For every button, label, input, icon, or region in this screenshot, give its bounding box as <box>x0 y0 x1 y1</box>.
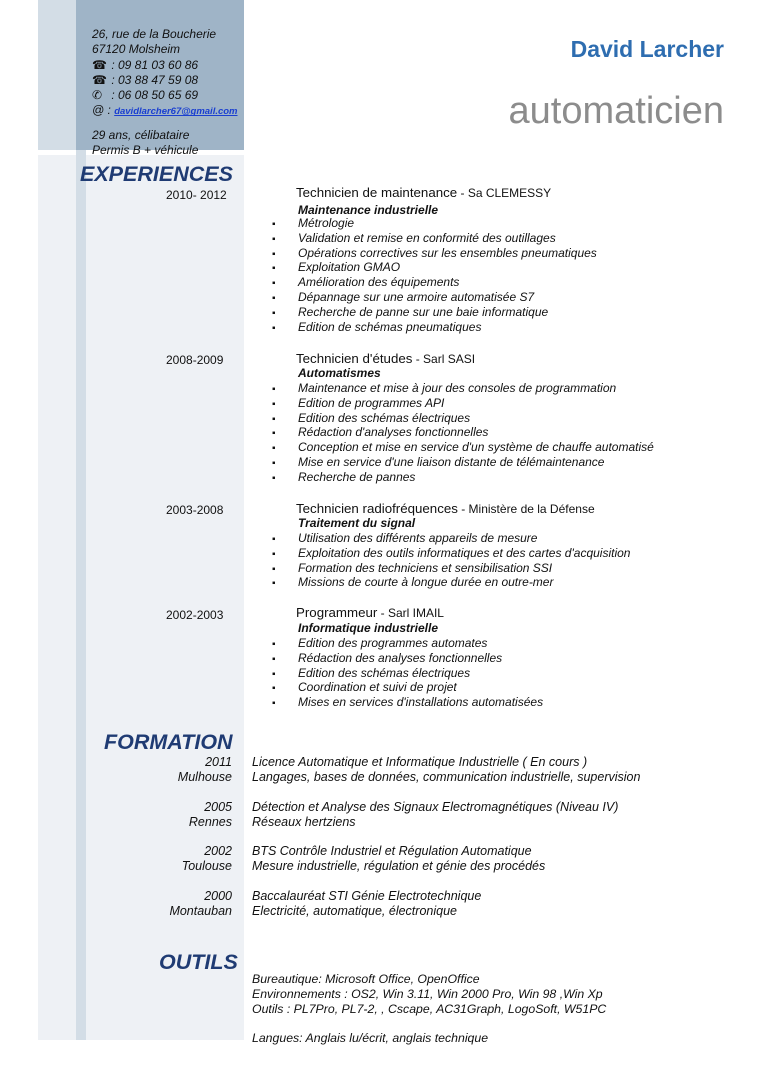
formation-detail: Langages, bases de données, communication industrielle, supervision <box>252 770 641 784</box>
experience-subtitle: Traitement du signal <box>298 516 416 530</box>
experience-task-list <box>272 636 543 710</box>
experience-task-text: Edition de schémas pneumatiques <box>298 319 482 334</box>
spacer <box>92 120 238 128</box>
experience-title: Technicien d'études - Sarl SASI <box>296 351 476 366</box>
mobile-line: ✆ : 06 08 50 65 69 <box>92 88 199 103</box>
experience-task-text: Amélioration des équipements <box>298 275 460 290</box>
address-line-1: 26, rue de la Boucherie <box>92 27 217 41</box>
experience-task-item <box>272 411 654 426</box>
formation-detail: Réseaux hertziens <box>252 815 356 829</box>
formation-year: 2005 <box>204 800 232 814</box>
experience-company: - Sa CLEMESSY <box>457 186 552 200</box>
experience-date: 2010- 2012 <box>166 188 227 202</box>
experience-task-text: Conception et mise en service d'un système de chauffe automatisé <box>298 440 654 455</box>
experience-task-list <box>272 531 630 590</box>
email-line: @ : davidlarcher67@gmail.com <box>92 103 238 118</box>
experience-date: 2008-2009 <box>166 353 224 367</box>
experience-subtitle: Informatique industrielle <box>298 621 439 635</box>
bullet-icon: ▪ <box>272 534 276 545</box>
bullet-icon: ▪ <box>272 428 276 440</box>
bullet-icon: ▪ <box>272 248 276 260</box>
experience-task-list <box>272 216 597 334</box>
experience-task-item <box>272 695 543 710</box>
formation-city: Montauban <box>169 904 232 918</box>
experience-title: Technicien radiofréquences - Ministère de la Défense <box>296 501 595 516</box>
experience-task-item <box>272 396 654 411</box>
bullet-icon: ▪ <box>272 457 276 469</box>
experience-task-text: Opérations correctives sur les ensembles pneumatiques <box>298 245 597 260</box>
experience-task-item <box>272 636 543 651</box>
formation-degree: Licence Automatique et Informatique Industrielle ( En cours ) <box>252 755 588 769</box>
experience-task-item <box>272 320 597 335</box>
experience-task-text: Exploitation GMAO <box>298 260 401 275</box>
experience-task-item <box>272 216 597 231</box>
bullet-icon: ▪ <box>272 307 276 319</box>
bullet-icon: ▪ <box>272 563 276 575</box>
experience-task-text: Formation des techniciens et sensibilisation SSI <box>298 560 553 575</box>
tools-bureautique: Bureautique: Microsoft Office, OpenOffice <box>252 972 480 986</box>
experience-task-text: Exploitation des outils informatiques et des cartes d'acquisition <box>298 545 631 560</box>
experience-task-text: Edition des schémas électriques <box>298 410 471 425</box>
bullet-icon: ▪ <box>272 548 276 560</box>
experience-task-text: Rédaction des analyses fonctionnelles <box>298 650 503 665</box>
experience-company: - Sarl SASI <box>412 352 476 366</box>
experience-company: - Sarl IMAIL <box>377 606 444 620</box>
experience-task-text: Edition des programmes automates <box>298 636 488 650</box>
formation-city: Mulhouse <box>177 770 232 784</box>
email-link[interactable]: davidlarcher67@gmail.com <box>114 106 238 118</box>
bullet-icon: ▪ <box>272 384 276 395</box>
experience-task-text: Recherche de panne sur une baie informatique <box>298 304 549 319</box>
bullet-icon: ▪ <box>272 443 276 455</box>
experience-task-item <box>272 575 630 590</box>
tools-software: Outils : PL7Pro, PL7-2, , Cscape, AC31Graph, LogoSoft, W51PC <box>252 1002 607 1016</box>
experience-task-item <box>272 440 654 455</box>
formation-degree: Baccalauréat STI Génie Electrotechnique <box>252 889 482 903</box>
experience-task-item <box>272 680 543 695</box>
formation-city: Toulouse <box>181 859 232 873</box>
bullet-icon: ▪ <box>272 398 276 410</box>
experience-task-text: Validation et remise en conformité des outillages <box>298 230 556 245</box>
bullet-icon: ▪ <box>272 653 276 665</box>
experience-task-text: Coordination et suivi de projet <box>298 680 457 695</box>
section-title-experiences: EXPERIENCES <box>80 162 233 186</box>
formation-degree: BTS Contrôle Industriel et Régulation Automatique <box>252 844 532 858</box>
bullet-icon: ▪ <box>272 578 276 590</box>
experience-title: Programmeur - Sarl IMAIL <box>296 605 444 620</box>
experience-task-text: Edition des schémas électriques <box>298 665 471 680</box>
experience-subtitle: Maintenance industrielle <box>298 203 439 217</box>
formation-detail: Mesure industrielle, régulation et génie des procédés <box>252 859 546 873</box>
experience-company: - Ministère de la Défense <box>457 502 595 516</box>
phone-icon: ☎ <box>92 72 107 87</box>
bullet-icon: ▪ <box>272 639 276 650</box>
permit-line: Permis B + véhicule <box>92 143 199 158</box>
phone-line-2: ☎ : 03 88 47 59 08 <box>92 72 199 87</box>
bullet-icon: ▪ <box>272 292 276 304</box>
experience-task-text: Recherche de pannes <box>298 469 416 484</box>
bullet-icon: ▪ <box>272 322 276 334</box>
experience-task-text: Utilisation des différents appareils de mesure <box>298 531 538 545</box>
mobile-icon: ✆ <box>92 88 103 103</box>
section-title-outils: OUTILS <box>159 950 238 974</box>
section-title-formation: FORMATION <box>104 730 233 754</box>
experience-subtitle: Automatismes <box>298 366 381 380</box>
experience-task-text: Métrologie <box>298 216 355 230</box>
bullet-icon: ▪ <box>272 263 276 275</box>
experience-task-list <box>272 381 654 485</box>
job-title: automaticien <box>508 90 724 132</box>
experience-task-item <box>272 666 543 681</box>
tools-langues: Langues: Anglais lu/écrit, anglais technique <box>252 1031 489 1045</box>
experience-task-text: Maintenance et mise à jour des consoles de programmation <box>298 381 617 395</box>
phone-icon: ☎ <box>92 57 107 72</box>
experience-task-item <box>272 381 654 396</box>
experience-task-text: Mises en services d'installations automatisées <box>298 695 544 710</box>
bullet-icon: ▪ <box>272 278 276 290</box>
experience-task-item <box>272 455 654 470</box>
experience-task-item <box>272 425 654 440</box>
bullet-icon: ▪ <box>272 668 276 680</box>
formation-year: 2000 <box>204 889 232 903</box>
decor-band-mid <box>38 0 76 150</box>
address-line-2: 67120 Molsheim <box>92 42 181 57</box>
experience-task-text: Missions de courte à longue durée en outre-mer <box>298 575 554 590</box>
person-name: David Larcher <box>570 36 724 62</box>
experience-task-text: Rédaction d'analyses fonctionnelles <box>298 425 489 440</box>
tools-environnements: Environnements : OS2, Win 3.11, Win 2000 Pro, Win 98 ,Win Xp <box>252 987 603 1001</box>
formation-city: Rennes <box>188 815 232 829</box>
experience-task-text: Edition de programmes API <box>298 395 445 410</box>
experience-task-item <box>272 246 597 261</box>
experience-task-item <box>272 546 630 561</box>
phone-line-1: ☎ : 09 81 03 60 86 <box>92 57 199 72</box>
experience-task-item <box>272 290 597 305</box>
age-line: 29 ans, célibataire <box>92 127 190 142</box>
formation-year: 2011 <box>205 755 232 769</box>
experience-task-item <box>272 275 597 290</box>
experience-task-item <box>272 231 597 246</box>
experience-task-item <box>272 470 654 485</box>
experience-task-item <box>272 651 543 666</box>
experience-date: 2003-2008 <box>166 503 224 517</box>
bullet-icon: ▪ <box>272 683 276 695</box>
experience-task-text: Mise en service d'une liaison distante de télémaintenance <box>298 454 605 469</box>
bullet-icon: ▪ <box>272 472 276 484</box>
bullet-icon: ▪ <box>272 219 276 230</box>
formation-year: 2002 <box>204 844 232 858</box>
contact-block <box>92 27 238 158</box>
experience-task-item <box>272 561 630 576</box>
experience-task-item <box>272 260 597 275</box>
bullet-icon: ▪ <box>272 413 276 425</box>
experience-date: 2002-2003 <box>166 608 224 622</box>
formation-detail: Electricité, automatique, électronique <box>252 904 457 918</box>
formation-degree: Détection et Analyse des Signaux Electromagnétiques (Niveau IV) <box>252 800 619 814</box>
experience-task-item <box>272 531 630 546</box>
bullet-icon: ▪ <box>272 233 276 245</box>
experience-title: Technicien de maintenance - Sa CLEMESSY <box>296 185 552 200</box>
experience-task-item <box>272 305 597 320</box>
bullet-icon: ▪ <box>272 698 276 710</box>
experience-task-text: Dépannage sur une armoire automatisée S7 <box>298 289 535 304</box>
